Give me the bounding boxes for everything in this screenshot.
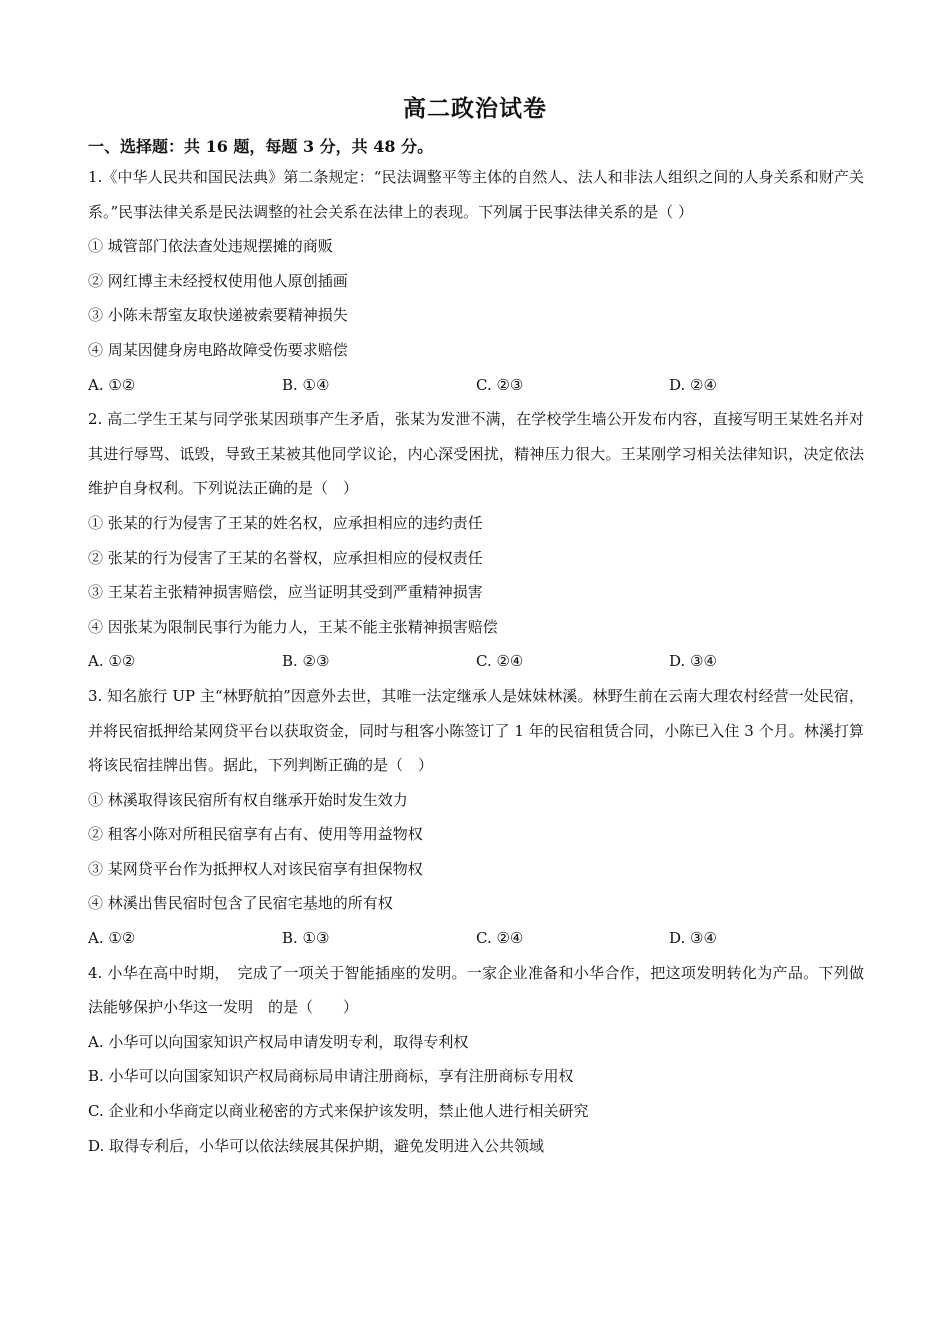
- answer-choice-d[interactable]: D. ③④: [669, 929, 717, 948]
- answer-choice-a[interactable]: A. ①②: [88, 652, 136, 671]
- question-2: [88, 402, 864, 679]
- statement-option: ④ 因张某为限制民事行为能力人，王某不能主张精神损害赔偿: [88, 617, 498, 636]
- answer-choice-b[interactable]: B. 小华可以向国家知识产权局商标局申请注册商标，享有注册商标专用权: [88, 1067, 574, 1086]
- answer-choice-d[interactable]: D. ③④: [669, 652, 717, 671]
- statement-option: ④ 林溪出售民宿时包含了民宿宅基地的所有权: [88, 894, 393, 913]
- question-stem: 4. 小华在高中时期， 完成了一项关于智能插座的发明。一家企业准备和小华合作，把这项发明转化为产品。下列做法能够保护小华这一发明 的是（ ）: [88, 963, 864, 1017]
- statement-option: ① 林溪取得该民宿所有权自继承开始时发生效力: [88, 790, 408, 809]
- statement-option: ② 租客小陈对所租民宿享有占有、使用等用益物权: [88, 825, 423, 844]
- question-stem: 2. 高二学生王某与同学张某因琐事产生矛盾，张某为发泄不满，在学校学生墙公开发布内容，直接写明王某姓名并对其进行辱骂、诋毁，导致王某被其他同学议论，内心深受困扰，精神压力很大。王某刚学习相关法律知识，决定依法维护自身权利。下列说法正确的是（ ）: [88, 410, 864, 498]
- answer-choice-a[interactable]: A. 小华可以向国家知识产权局申请发明专利，取得专利权: [88, 1032, 469, 1051]
- answer-choice-c[interactable]: C. ②④: [476, 929, 524, 948]
- answer-choice-c[interactable]: C. ②③: [476, 375, 524, 394]
- answer-choices: [88, 644, 864, 679]
- answer-choice-d[interactable]: D. ②④: [669, 375, 717, 394]
- statement-option: ① 城管部门依法查处违规摆摊的商贩: [88, 237, 333, 256]
- answer-choice-b[interactable]: B. ②③: [282, 652, 330, 671]
- question-list: [88, 160, 864, 1163]
- question-stem: 1.《中华人民共和国民法典》第二条规定：“民法调整平等主体的自然人、法人和非法人组织之间的人身关系和财产关系。”民事法律关系是民法调整的社会关系在法律上的表现。下列属于民事法律关系的是（ ）: [88, 168, 864, 221]
- question-3: [88, 679, 864, 956]
- answer-choice-d[interactable]: D. 取得专利后，小华可以依法续展其保护期，避免发明进入公共领域: [88, 1136, 545, 1155]
- page-title: 高二政治试卷: [403, 95, 547, 122]
- statement-option: ④ 周某因健身房电路故障受伤要求赔偿: [88, 340, 348, 359]
- statement-option: ② 网红博主未经授权使用他人原创插画: [88, 271, 348, 290]
- answer-choice-b[interactable]: B. ①③: [282, 929, 330, 948]
- answer-choice-b[interactable]: B. ①④: [282, 375, 330, 394]
- answer-choice-c[interactable]: C. ②④: [476, 652, 524, 671]
- statement-option: ③ 某网贷平台作为抵押权人对该民宿享有担保物权: [88, 859, 423, 878]
- answer-choices: [88, 368, 864, 403]
- statement-option: ③ 小陈未帮室友取快递被索要精神损失: [88, 306, 348, 325]
- answer-choice-c[interactable]: C. 企业和小华商定以商业秘密的方式来保护该发明，禁止他人进行相关研究: [88, 1102, 589, 1121]
- statement-option: ③ 王某若主张精神损害赔偿，应当证明其受到严重精神损害: [88, 583, 483, 602]
- statement-option: ① 张某的行为侵害了王某的姓名权，应承担相应的违约责任: [88, 513, 483, 532]
- answer-choice-a[interactable]: A. ①②: [88, 929, 136, 948]
- question-1: [88, 160, 864, 402]
- statement-option: ② 张某的行为侵害了王某的名誉权，应承担相应的侵权责任: [88, 548, 483, 567]
- answer-choice-a[interactable]: A. ①②: [88, 375, 136, 394]
- section-heading: 一、选择题：共 16 题，每题 3 分，共 48 分。: [88, 137, 434, 156]
- question-stem: 3. 知名旅行 UP 主“林野航拍”因意外去世，其唯一法定继承人是妹妹林溪。林野生前在云南大理农村经营一处民宿，并将民宿抵押给某网贷平台以获取资金，同时与租客小陈签订了 1 年的民宿租赁合同，小陈已入住 3 个月。林溪打算将该民宿挂牌出售。据此，下列判断正确的是（ ）: [88, 686, 864, 775]
- question-4: [88, 956, 864, 1164]
- answer-choices: [88, 921, 864, 956]
